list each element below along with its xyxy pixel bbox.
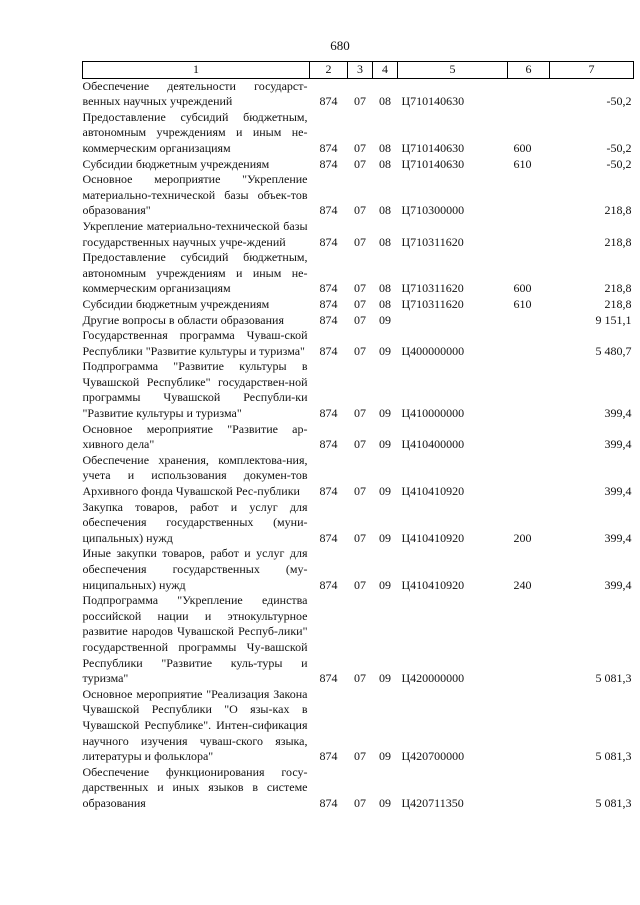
- target-article-code: Ц410410920: [401, 484, 465, 499]
- table-row: [83, 422, 634, 453]
- expense-type-code: [508, 593, 550, 687]
- table-row: [83, 297, 634, 313]
- target-article-code: Ц420000000: [401, 671, 465, 686]
- amount: -50,2: [606, 94, 632, 109]
- section-code: 07: [354, 530, 366, 545]
- target-article-code: Ц410400000: [401, 437, 465, 452]
- amount: 399,4: [604, 484, 632, 499]
- table-row: [83, 313, 634, 329]
- column-header: 6: [508, 62, 550, 79]
- expense-type-code: 200: [513, 530, 532, 545]
- section-code: 07: [354, 484, 366, 499]
- row-description: Иные закупки товаров, работ и услуг для обеспечения государственных (му-ниципальных) нужд: [82, 546, 308, 592]
- table-row: [83, 687, 634, 765]
- row-description: Подпрограмма "Укрепление единства российской нации и этнокультурное развитие народов Чувашской Респуб-лики" государственной программы Чу-вашской Республики "Развитие куль-туры и туризма": [82, 593, 308, 686]
- ministry-code: 874: [319, 312, 338, 327]
- ministry-code: 874: [319, 281, 338, 296]
- section-code: 07: [354, 795, 366, 810]
- target-article-code: Ц710140630: [401, 140, 465, 155]
- amount: 218,8: [604, 281, 632, 296]
- row-description: Основное мероприятие "Реализация Закона Чувашской Республики "О язы-ках в Чувашской Республике". Интен-сификация научного изучения чуваш-ского языка, литературы и фольклора": [82, 686, 308, 764]
- row-description: Основное мероприятие "Укрепление материально-технической базы объек-тов образования": [82, 172, 308, 218]
- table-row: [83, 157, 634, 173]
- amount: 5 081,3: [595, 795, 632, 810]
- section-code: 07: [354, 234, 366, 249]
- table-row: [83, 765, 634, 812]
- subsection-code: 09: [379, 530, 391, 545]
- amount: 218,8: [604, 234, 632, 249]
- section-code: 07: [354, 281, 366, 296]
- subsection-code: 09: [379, 484, 391, 499]
- expense-type-code: 600: [513, 281, 532, 296]
- subsection-code: 08: [379, 94, 391, 109]
- row-description: Другие вопросы в области образования: [82, 312, 284, 327]
- subsection-code: 08: [379, 140, 391, 155]
- ministry-code: 874: [319, 437, 338, 452]
- target-article-code: Ц410000000: [401, 406, 465, 421]
- ministry-code: 874: [319, 94, 338, 109]
- row-description: Основное мероприятие "Развитие ар-хивного дела": [82, 421, 308, 452]
- subsection-code: 08: [379, 281, 391, 296]
- ministry-code: 874: [319, 484, 338, 499]
- column-header: 5: [398, 62, 508, 79]
- target-article-code: Ц710300000: [401, 203, 465, 218]
- expense-type-code: [508, 359, 550, 421]
- table-row: [83, 328, 634, 359]
- expense-type-code: [508, 687, 550, 765]
- column-header: 7: [550, 62, 634, 79]
- table-row: [83, 453, 634, 500]
- subsection-code: 09: [379, 343, 391, 358]
- row-description: Предоставление субсидий бюджетным, автономным учреждениям и иным не-коммерческим организациям: [82, 250, 308, 296]
- ministry-code: 874: [319, 577, 338, 592]
- ministry-code: 874: [319, 749, 338, 764]
- amount: 218,8: [604, 203, 632, 218]
- amount: 399,4: [604, 437, 632, 452]
- expense-type-code: [508, 328, 550, 359]
- ministry-code: 874: [319, 140, 338, 155]
- target-article-code: Ц710140630: [401, 156, 465, 171]
- amount: 5 081,3: [595, 671, 632, 686]
- target-article-code: Ц420711350: [401, 795, 464, 810]
- row-description: Субсидии бюджетным учреждениям: [82, 296, 270, 311]
- table-header-row: [83, 62, 634, 79]
- row-description: Субсидии бюджетным учреждениям: [82, 156, 270, 171]
- section-code: 07: [354, 296, 366, 311]
- row-description: Закупка товаров, работ и услуг для обеспечения государственных (муни-ципальных) нужд: [82, 499, 308, 545]
- section-code: 07: [354, 140, 366, 155]
- subsection-code: 09: [379, 749, 391, 764]
- ministry-code: 874: [319, 203, 338, 218]
- expense-type-code: [508, 172, 550, 219]
- amount: -50,2: [606, 156, 632, 171]
- amount: 399,4: [604, 406, 632, 421]
- row-description: Обеспечение деятельности государст-венных научных учреждений: [82, 78, 308, 109]
- ministry-code: 874: [319, 406, 338, 421]
- subsection-code: 08: [379, 296, 391, 311]
- section-code: 07: [354, 156, 366, 171]
- ministry-code: 874: [319, 343, 338, 358]
- table-row: [83, 78, 634, 110]
- section-code: 07: [354, 343, 366, 358]
- target-article-code: Ц710140630: [401, 94, 465, 109]
- amount: 9 151,1: [595, 312, 632, 327]
- row-description: Обеспечение хранения, комплектова-ния, учета и использования докумен-тов Архивного фонда Чувашской Рес-публики: [82, 452, 308, 499]
- table-row: [83, 593, 634, 687]
- subsection-code: 08: [379, 234, 391, 249]
- target-article-code: Ц410410920: [401, 530, 465, 545]
- table-row: [83, 500, 634, 547]
- ministry-code: 874: [319, 671, 338, 686]
- section-code: 07: [354, 437, 366, 452]
- row-description: Укрепление материально-технической базы государственных научных учре-ждений: [82, 218, 308, 249]
- target-article-code: [398, 313, 508, 329]
- page-number: 680: [330, 38, 350, 53]
- column-header: 2: [310, 62, 348, 79]
- expense-type-code: [508, 453, 550, 500]
- expense-type-code: [508, 313, 550, 329]
- section-code: 07: [354, 203, 366, 218]
- subsection-code: 09: [379, 406, 391, 421]
- row-description: Подпрограмма "Развитие культуры в Чувашской Республике" государствен-ной программы Чувашской Республи-ки "Развитие культуры и туризма": [82, 359, 308, 421]
- target-article-code: Ц410410920: [401, 577, 465, 592]
- section-code: 07: [354, 94, 366, 109]
- amount: -50,2: [606, 140, 632, 155]
- target-article-code: Ц400000000: [401, 343, 465, 358]
- subsection-code: 08: [379, 156, 391, 171]
- row-description: Государственная программа Чуваш-ской Республики "Развитие культуры и туризма": [82, 328, 308, 358]
- amount: 399,4: [604, 530, 632, 545]
- target-article-code: Ц710311620: [401, 281, 464, 296]
- ministry-code: 874: [319, 234, 338, 249]
- row-description: Предоставление субсидий бюджетным, автономным учреждениям и иным не-коммерческим организациям: [82, 109, 308, 155]
- column-header: 3: [348, 62, 373, 79]
- column-header: 4: [373, 62, 398, 79]
- amount: 218,8: [604, 296, 632, 311]
- section-code: 07: [354, 671, 366, 686]
- table-row: [83, 172, 634, 219]
- ministry-code: 874: [319, 156, 338, 171]
- table-row: [83, 110, 634, 157]
- table-row: [83, 359, 634, 421]
- subsection-code: 09: [379, 312, 391, 327]
- expense-type-code: 610: [513, 156, 532, 171]
- ministry-code: 874: [319, 795, 338, 810]
- expense-type-code: [508, 219, 550, 250]
- ministry-code: 874: [319, 296, 338, 311]
- target-article-code: Ц710311620: [401, 296, 464, 311]
- expense-type-code: [508, 78, 550, 110]
- column-header: 1: [83, 62, 310, 79]
- subsection-code: 09: [379, 671, 391, 686]
- section-code: 07: [354, 577, 366, 592]
- amount: 5 480,7: [595, 343, 632, 358]
- section-code: 07: [354, 406, 366, 421]
- subsection-code: 08: [379, 203, 391, 218]
- target-article-code: Ц710311620: [401, 234, 464, 249]
- row-description: Обеспечение функционирования госу-дарственных и иных языков в системе образования: [82, 764, 308, 810]
- expense-type-code: [508, 765, 550, 812]
- expense-type-code: 600: [513, 140, 532, 155]
- expense-type-code: 610: [513, 296, 532, 311]
- table-row: [83, 250, 634, 297]
- table-row: [83, 219, 634, 250]
- table-row: [83, 546, 634, 593]
- section-code: 07: [354, 749, 366, 764]
- target-article-code: Ц420700000: [401, 749, 465, 764]
- subsection-code: 09: [379, 795, 391, 810]
- section-code: 07: [354, 312, 366, 327]
- expense-type-code: 240: [513, 577, 532, 592]
- ministry-code: 874: [319, 530, 338, 545]
- expense-type-code: [508, 422, 550, 453]
- subsection-code: 09: [379, 437, 391, 452]
- amount: 5 081,3: [595, 749, 632, 764]
- budget-table: [82, 61, 634, 812]
- subsection-code: 09: [379, 577, 391, 592]
- amount: 399,4: [604, 577, 632, 592]
